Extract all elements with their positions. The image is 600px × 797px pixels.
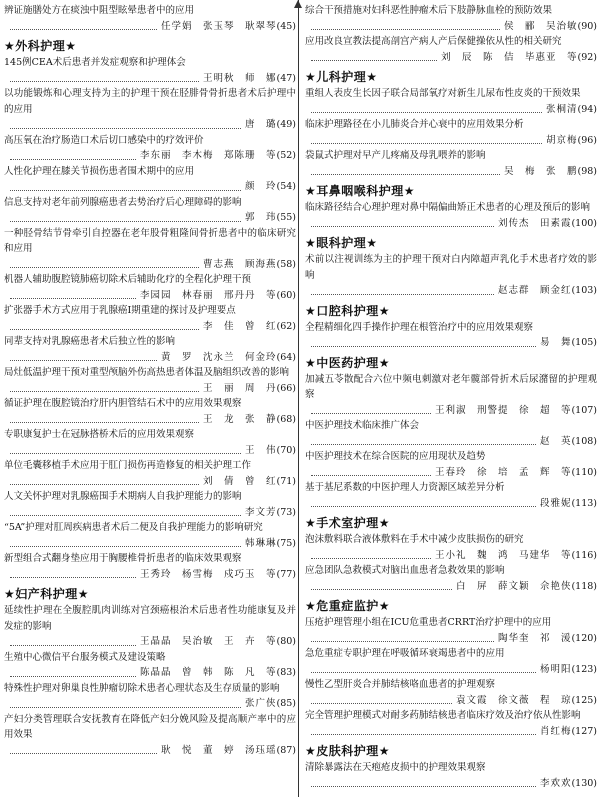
dot-leader <box>10 328 199 330</box>
entry-authors: 刘 倩 曾 红 <box>202 475 277 487</box>
entry-byline <box>4 350 296 366</box>
toc-entry[interactable] <box>4 86 296 133</box>
section-heading: ★眼科护理★ <box>305 236 378 250</box>
entry-page: (94) <box>577 103 597 115</box>
entry-title: 机器人辅助腹腔镜肺癌切除术后辅助化疗的全程化护理干预 <box>4 274 252 285</box>
entry-title: 特殊性护理对卵巢良性肿瘤切除术患者心理状态及生存质量的影响 <box>4 682 280 694</box>
entry-page: (125) <box>571 694 597 706</box>
entry-byline <box>305 776 597 792</box>
entry-authors: 肖红梅 <box>539 725 572 737</box>
entry-page: (90) <box>577 20 597 32</box>
entry-byline <box>4 474 296 490</box>
toc-entry[interactable] <box>305 563 597 594</box>
entry-authors: 李欢欢 <box>539 777 572 789</box>
entry-title: 应急团队急救模式对脑出血患者急救效果的影响 <box>305 565 505 576</box>
entry-page: (71) <box>276 475 296 487</box>
dot-leader <box>10 706 241 708</box>
entry-byline <box>305 434 597 450</box>
entry-authors: 陈晶晶 曾 韩 陈 凡 等 <box>139 667 277 678</box>
entry-byline <box>4 257 296 273</box>
dot-leader <box>311 557 431 559</box>
dot-leader <box>311 173 500 175</box>
entry-byline <box>4 148 296 164</box>
toc-entry[interactable] <box>4 164 296 195</box>
entry-page: (100) <box>571 217 597 229</box>
dot-leader <box>311 640 494 642</box>
dot-leader <box>10 644 136 646</box>
entry-page: (87) <box>276 744 296 756</box>
entry-page: (75) <box>276 537 296 549</box>
entry-authors: 王 龙 张 静 <box>202 413 277 425</box>
dot-leader <box>10 28 157 30</box>
entry-title: 重组人表皮生长因子联合局部氧疗对新生儿尿布性皮炎的干预效果 <box>305 88 581 99</box>
toc-entry[interactable] <box>4 551 296 582</box>
entry-title: 扩张器手术方式应用于乳腺癌Ⅰ期重建的探讨及护理要点 <box>4 305 236 316</box>
entry-authors: 赵 英 <box>539 435 572 447</box>
entry-byline <box>4 536 296 552</box>
entry-title: 145例CEA术后患者并发症观察和护理体会 <box>4 57 186 68</box>
entry-title: 循证护理在腹腔镜治疗肝内胆管结石术中的应用效果观察 <box>4 398 242 409</box>
entry-page: (118) <box>571 580 597 592</box>
entry-authors: 侯 郦 吴治敏 <box>503 20 578 32</box>
entry-authors: 刘传杰 田素霞 <box>497 217 572 229</box>
column-divider <box>298 0 299 797</box>
toc-entry[interactable] <box>4 226 296 273</box>
entry-byline <box>4 743 296 759</box>
toc-entry[interactable] <box>305 708 597 739</box>
toc-entry[interactable] <box>305 418 597 449</box>
entry-title: 基于基尼系数的中医护理人力资源区域差异分析 <box>305 482 505 493</box>
entry-byline <box>305 693 597 709</box>
entry-byline <box>305 662 597 678</box>
entry-byline <box>4 71 296 87</box>
entry-authors: 李东丽 李木梅 郑陈珊 等 <box>139 150 277 161</box>
dot-leader <box>311 588 452 590</box>
entry-authors: 杨明阳 <box>539 663 572 675</box>
dot-leader <box>10 514 241 516</box>
dot-leader <box>10 220 241 222</box>
entry-byline <box>305 102 597 118</box>
entry-byline <box>305 496 597 512</box>
entry-byline <box>305 724 597 740</box>
entry-title: 术前以注视训练为主的护理干预对白内障超声乳化手术患者疗效的影响 <box>305 254 597 281</box>
entry-authors: 郭 玮 <box>244 212 277 223</box>
entry-byline <box>305 403 597 419</box>
entry-page: (123) <box>571 663 597 675</box>
toc-entry[interactable] <box>305 615 597 646</box>
entry-page: (113) <box>571 497 597 509</box>
toc-entry[interactable] <box>4 303 296 334</box>
entry-byline <box>4 505 296 521</box>
right-column <box>305 3 597 791</box>
section-heading: ★妇产科护理★ <box>4 587 90 601</box>
dot-leader <box>311 785 536 787</box>
dot-leader <box>311 733 536 735</box>
entry-page: (96) <box>577 134 597 146</box>
entry-byline <box>4 634 296 650</box>
entry-page: (92) <box>577 51 597 63</box>
left-column <box>4 3 296 758</box>
entry-authors: 易 舞 <box>539 337 572 348</box>
entry-title: 同辈支持对乳腺癌患者术后独立性的影响 <box>4 336 176 347</box>
entry-authors: 耿 悦 董 婷 汤珏瑶 <box>160 744 277 756</box>
dot-leader <box>10 127 241 129</box>
section-heading: ★皮肤科护理★ <box>305 744 391 758</box>
entry-page: (58) <box>276 258 296 270</box>
entry-page: (130) <box>571 777 597 789</box>
entry-title: 临床路径结合心理护理对鼻中隔偏曲矫正术患者的心理及预后的影响 <box>305 202 591 213</box>
entry-title: 中医护理技术在综合医院的应用现状及趋势 <box>305 451 486 462</box>
dot-leader <box>311 345 536 347</box>
entry-title: 慢性乙型肝炎合并肺结核咯血患者的护理观察 <box>305 679 496 690</box>
entry-title: 单位毛囊移植手术应用于肛门损伤再造修复的相关护理工作 <box>4 460 252 471</box>
dot-leader <box>10 80 199 82</box>
entry-page: (49) <box>276 119 296 130</box>
entry-title: 延续性护理在全腹腔肌肉训练对宫颈癌根治术后患者性功能康复及并发症的影响 <box>4 605 296 632</box>
section-heading: ★儿科护理★ <box>305 70 378 84</box>
entry-authors: 赵志群 顾金红 <box>497 285 572 296</box>
entry-byline <box>305 164 597 180</box>
toc-entry[interactable] <box>4 650 296 681</box>
entry-authors: 王晶晶 吴治敏 王 卉 等 <box>139 636 277 647</box>
entry-authors: 白 屏 薛文颖 佘艳侠 <box>455 580 572 592</box>
section-heading: ★手术室护理★ <box>305 516 391 530</box>
dot-leader <box>10 752 157 754</box>
toc-entry[interactable] <box>305 34 597 65</box>
section-heading: ★危重症监护★ <box>305 599 391 613</box>
entry-title: 以功能锻炼和心理支持为主的护理干预在胫腓骨骨折患者术后护理中的应用 <box>4 88 296 115</box>
entry-byline <box>4 179 296 195</box>
entry-title: 压疮护理管理小组在ICU危重患者CRRT治疗护理中的应用 <box>305 617 552 628</box>
entry-page: (73) <box>276 506 296 518</box>
toc-entry[interactable] <box>4 681 296 712</box>
entry-title: 人文关怀护理对乳腺癌围手术期病人自我护理能力的影响 <box>4 491 242 502</box>
entry-page: (83) <box>276 667 296 678</box>
entry-byline <box>4 665 296 681</box>
entry-byline <box>4 210 296 226</box>
toc-entry[interactable] <box>305 480 597 511</box>
entry-title: 高压氧在治疗肠造口术后切口感染中的疗效评价 <box>4 134 204 146</box>
entry-byline <box>305 579 597 595</box>
dot-leader <box>311 505 536 507</box>
entry-title: 加减五苓散配合六位中频电刺激对老年髋部骨折术后尿潴留的护理观察 <box>305 373 597 400</box>
entry-authors: 陶华奎 祁 湲 <box>497 632 572 644</box>
toc-entry[interactable] <box>305 148 597 179</box>
entry-page: (70) <box>276 444 296 456</box>
toc-entry[interactable] <box>305 760 597 791</box>
dot-leader <box>10 189 241 191</box>
entry-page: (64) <box>276 351 296 363</box>
section-heading: ★外科护理★ <box>4 39 77 53</box>
dot-leader <box>311 474 431 476</box>
toc-entry[interactable] <box>4 195 296 226</box>
dot-leader <box>311 225 494 227</box>
entry-byline <box>305 335 597 351</box>
toc-entry[interactable] <box>4 489 296 520</box>
entry-authors: 胡京梅 <box>545 134 578 146</box>
entry-title: 产妇分类管理联合安抚教育在降低产妇分娩风险及提高顺产率中的应用效果 <box>4 713 296 740</box>
entry-page: (85) <box>276 698 296 709</box>
dot-leader <box>10 297 136 299</box>
entry-authors: 王明秋 师 娜 <box>202 72 277 84</box>
toc-entry[interactable] <box>305 532 597 563</box>
section-heading: ★耳鼻咽喉科护理★ <box>305 184 416 198</box>
toc-entry[interactable] <box>4 712 296 759</box>
entry-page: (120) <box>571 632 597 644</box>
entry-authors: 刘 辰 陈 佶 毕惠亚 等 <box>440 51 578 63</box>
toc-entry[interactable] <box>4 3 296 34</box>
entry-authors: 李文芳 <box>244 506 277 518</box>
toc-entry[interactable] <box>305 449 597 480</box>
entry-title: 完全管理护理模式对耐多药肺结核患者临床疗效及治疗依从性影响 <box>305 710 581 721</box>
entry-authors: 曹志燕 顾海燕 <box>202 258 277 270</box>
entry-page: (60) <box>276 289 296 301</box>
entry-authors: 李园园 林春丽 邢丹丹 等 <box>139 289 277 301</box>
entry-authors: 颜 玲 <box>244 181 277 192</box>
entry-authors: 唐 璐 <box>244 119 277 130</box>
entry-page: (54) <box>276 181 296 192</box>
dot-leader <box>311 443 536 445</box>
entry-title: 综合干预措施对妇科恶性肿瘤术后下肢静脉血栓的预防效果 <box>305 5 553 16</box>
entry-title: 全程精细化四手操作护理在根管治疗中的应用效果观察 <box>305 321 534 333</box>
toc-entry[interactable] <box>305 677 597 708</box>
entry-authors: 任学娟 张玉琴 耿翠琴 <box>160 20 277 32</box>
entry-title: 中医护理技术临床推广体会 <box>305 420 420 431</box>
entry-byline <box>305 19 597 35</box>
entry-byline <box>4 567 296 583</box>
entry-byline <box>305 216 597 232</box>
dot-leader <box>10 421 199 423</box>
dot-leader <box>10 266 199 268</box>
entry-title: 信息支持对老年前列腺癌患者去势治疗后心理障碍的影响 <box>4 196 242 208</box>
entry-title: 急危重症专职护理在呼吸循环衰竭患者中的应用 <box>305 648 505 659</box>
entry-title: 清除暴露法在天疱疮皮损中的护理效果观察 <box>305 762 486 773</box>
entry-title: 人性化护理在膝关节损伤患者围术期中的应用 <box>4 165 195 177</box>
entry-authors: 王春玲 徐 培 孟 辉 等 <box>434 466 572 478</box>
entry-byline <box>4 19 296 35</box>
entry-page: (52) <box>276 150 296 161</box>
entry-title: 专职康复护士在冠脉搭桥术后的应用效果观察 <box>4 429 195 440</box>
entry-page: (45) <box>276 20 296 32</box>
entry-authors: 王 伟 <box>244 444 277 456</box>
toc-entry[interactable] <box>4 133 296 164</box>
entry-byline <box>305 133 597 149</box>
entry-page: (110) <box>571 466 597 478</box>
entry-title: 生殖中心微信平台服务模式及建设策略 <box>4 651 166 663</box>
entry-authors: 张桐清 <box>545 103 578 115</box>
toc-entry[interactable] <box>305 252 597 299</box>
entry-title: 局灶低温护理干预对重型颅脑外伤高热患者体温及脑组织改善的影响 <box>4 367 290 378</box>
toc-entry[interactable] <box>305 320 597 351</box>
toc-entry[interactable] <box>4 427 296 458</box>
toc-entry[interactable] <box>305 3 597 34</box>
entry-byline <box>4 412 296 428</box>
dot-leader <box>311 111 542 113</box>
dot-leader <box>10 390 199 392</box>
dot-leader <box>311 671 536 673</box>
entry-authors: 袁文霞 徐文薇 程 琼 <box>455 694 572 706</box>
toc-entry[interactable] <box>4 272 296 303</box>
dot-leader <box>10 576 136 578</box>
entry-page: (108) <box>571 435 597 447</box>
entry-authors: 张广侠 <box>244 698 277 709</box>
entry-byline <box>305 50 597 66</box>
toc-entry[interactable] <box>305 200 597 231</box>
toc-entry[interactable] <box>4 365 296 396</box>
entry-byline <box>4 117 296 133</box>
entry-page: (80) <box>276 636 296 647</box>
dot-leader <box>311 142 542 144</box>
toc-entry[interactable] <box>4 603 296 650</box>
entry-byline <box>4 696 296 712</box>
entry-page: (116) <box>571 549 597 561</box>
entry-title: 临床护理路径在小儿肺炎合并心衰中的应用效果分析 <box>305 119 524 130</box>
entry-page: (77) <box>276 568 296 580</box>
toc-entry[interactable] <box>4 55 296 86</box>
entry-page: (62) <box>276 320 296 332</box>
entry-page: (107) <box>571 404 597 416</box>
dot-leader <box>10 158 136 160</box>
dot-leader <box>10 675 136 677</box>
entry-authors: 韩琳琳 <box>244 537 277 549</box>
entry-byline <box>305 548 597 564</box>
dot-leader <box>311 702 452 704</box>
entry-title: 应用改良宣教法提高剖宫产病人产后保健操依从性的相关研究 <box>305 36 562 47</box>
entry-byline <box>4 288 296 304</box>
entry-authors: 王小礼 魏 鸿 马建华 等 <box>434 549 572 561</box>
entry-page: (68) <box>276 413 296 425</box>
toc-entry[interactable] <box>305 117 597 148</box>
toc-entry[interactable] <box>4 520 296 551</box>
entry-byline <box>305 631 597 647</box>
dot-leader <box>10 483 199 485</box>
entry-byline <box>4 319 296 335</box>
up-arrow-icon <box>294 0 302 8</box>
section-heading: ★口腔科护理★ <box>305 303 391 318</box>
toc-entry[interactable] <box>305 86 597 117</box>
entry-page: (47) <box>276 72 296 84</box>
entry-title: 袋鼠式护理对早产儿疼痛及母乳喂养的影响 <box>305 150 486 161</box>
section-heading: ★中医药护理★ <box>305 355 391 370</box>
dot-leader <box>10 359 157 361</box>
entry-title: 新型组合式翻身垫应用于胸腰椎骨折患者的临床效果观察 <box>4 553 242 564</box>
entry-byline <box>305 465 597 481</box>
entry-page: (105) <box>571 337 597 348</box>
toc-entry[interactable] <box>4 396 296 427</box>
entry-authors: 李 佳 曾 红 <box>202 320 277 332</box>
entry-authors: 黄 罗 沈永兰 何金玲 <box>160 351 277 363</box>
entry-page: (98) <box>577 165 597 177</box>
entry-title: 泡沫敷料联合液体敷料在手术中减少皮肤损伤的研究 <box>305 534 524 545</box>
entry-title: 辨证施膳处方在痰浊中阻型眩晕患者中的应用 <box>4 5 195 16</box>
entry-byline <box>4 381 296 397</box>
entry-title: 一种胫骨结节骨牵引自控器在老年股骨粗隆间骨折患者中的临床研究和应用 <box>4 227 296 254</box>
dot-leader <box>10 545 241 547</box>
dot-leader <box>311 59 437 61</box>
toc-entry[interactable] <box>4 458 296 489</box>
entry-title: “5A”护理对肛周疾病患者术后二便及自我护理能力的影响研究 <box>4 522 263 533</box>
dot-leader <box>311 293 494 295</box>
entry-authors: 王利淑 刑警提 徐 超 等 <box>434 404 572 416</box>
entry-byline <box>4 443 296 459</box>
entry-authors: 王秀玲 杨雪梅 戍巧玉 等 <box>139 568 277 580</box>
entry-authors: 段雅妮 <box>539 497 572 509</box>
entry-page: (66) <box>276 382 296 394</box>
toc-entry[interactable] <box>305 372 597 419</box>
entry-page: (127) <box>571 725 597 737</box>
entry-byline <box>305 283 597 299</box>
dot-leader <box>311 412 431 414</box>
entry-authors: 吴 梅 张 鹏 <box>503 165 578 177</box>
entry-page: (55) <box>276 212 296 223</box>
toc-entry[interactable] <box>305 646 597 677</box>
toc-entry[interactable] <box>4 334 296 365</box>
dot-leader <box>311 28 500 30</box>
entry-authors: 王 丽 周 丹 <box>202 382 277 394</box>
dot-leader <box>10 452 241 454</box>
entry-page: (103) <box>571 285 597 296</box>
